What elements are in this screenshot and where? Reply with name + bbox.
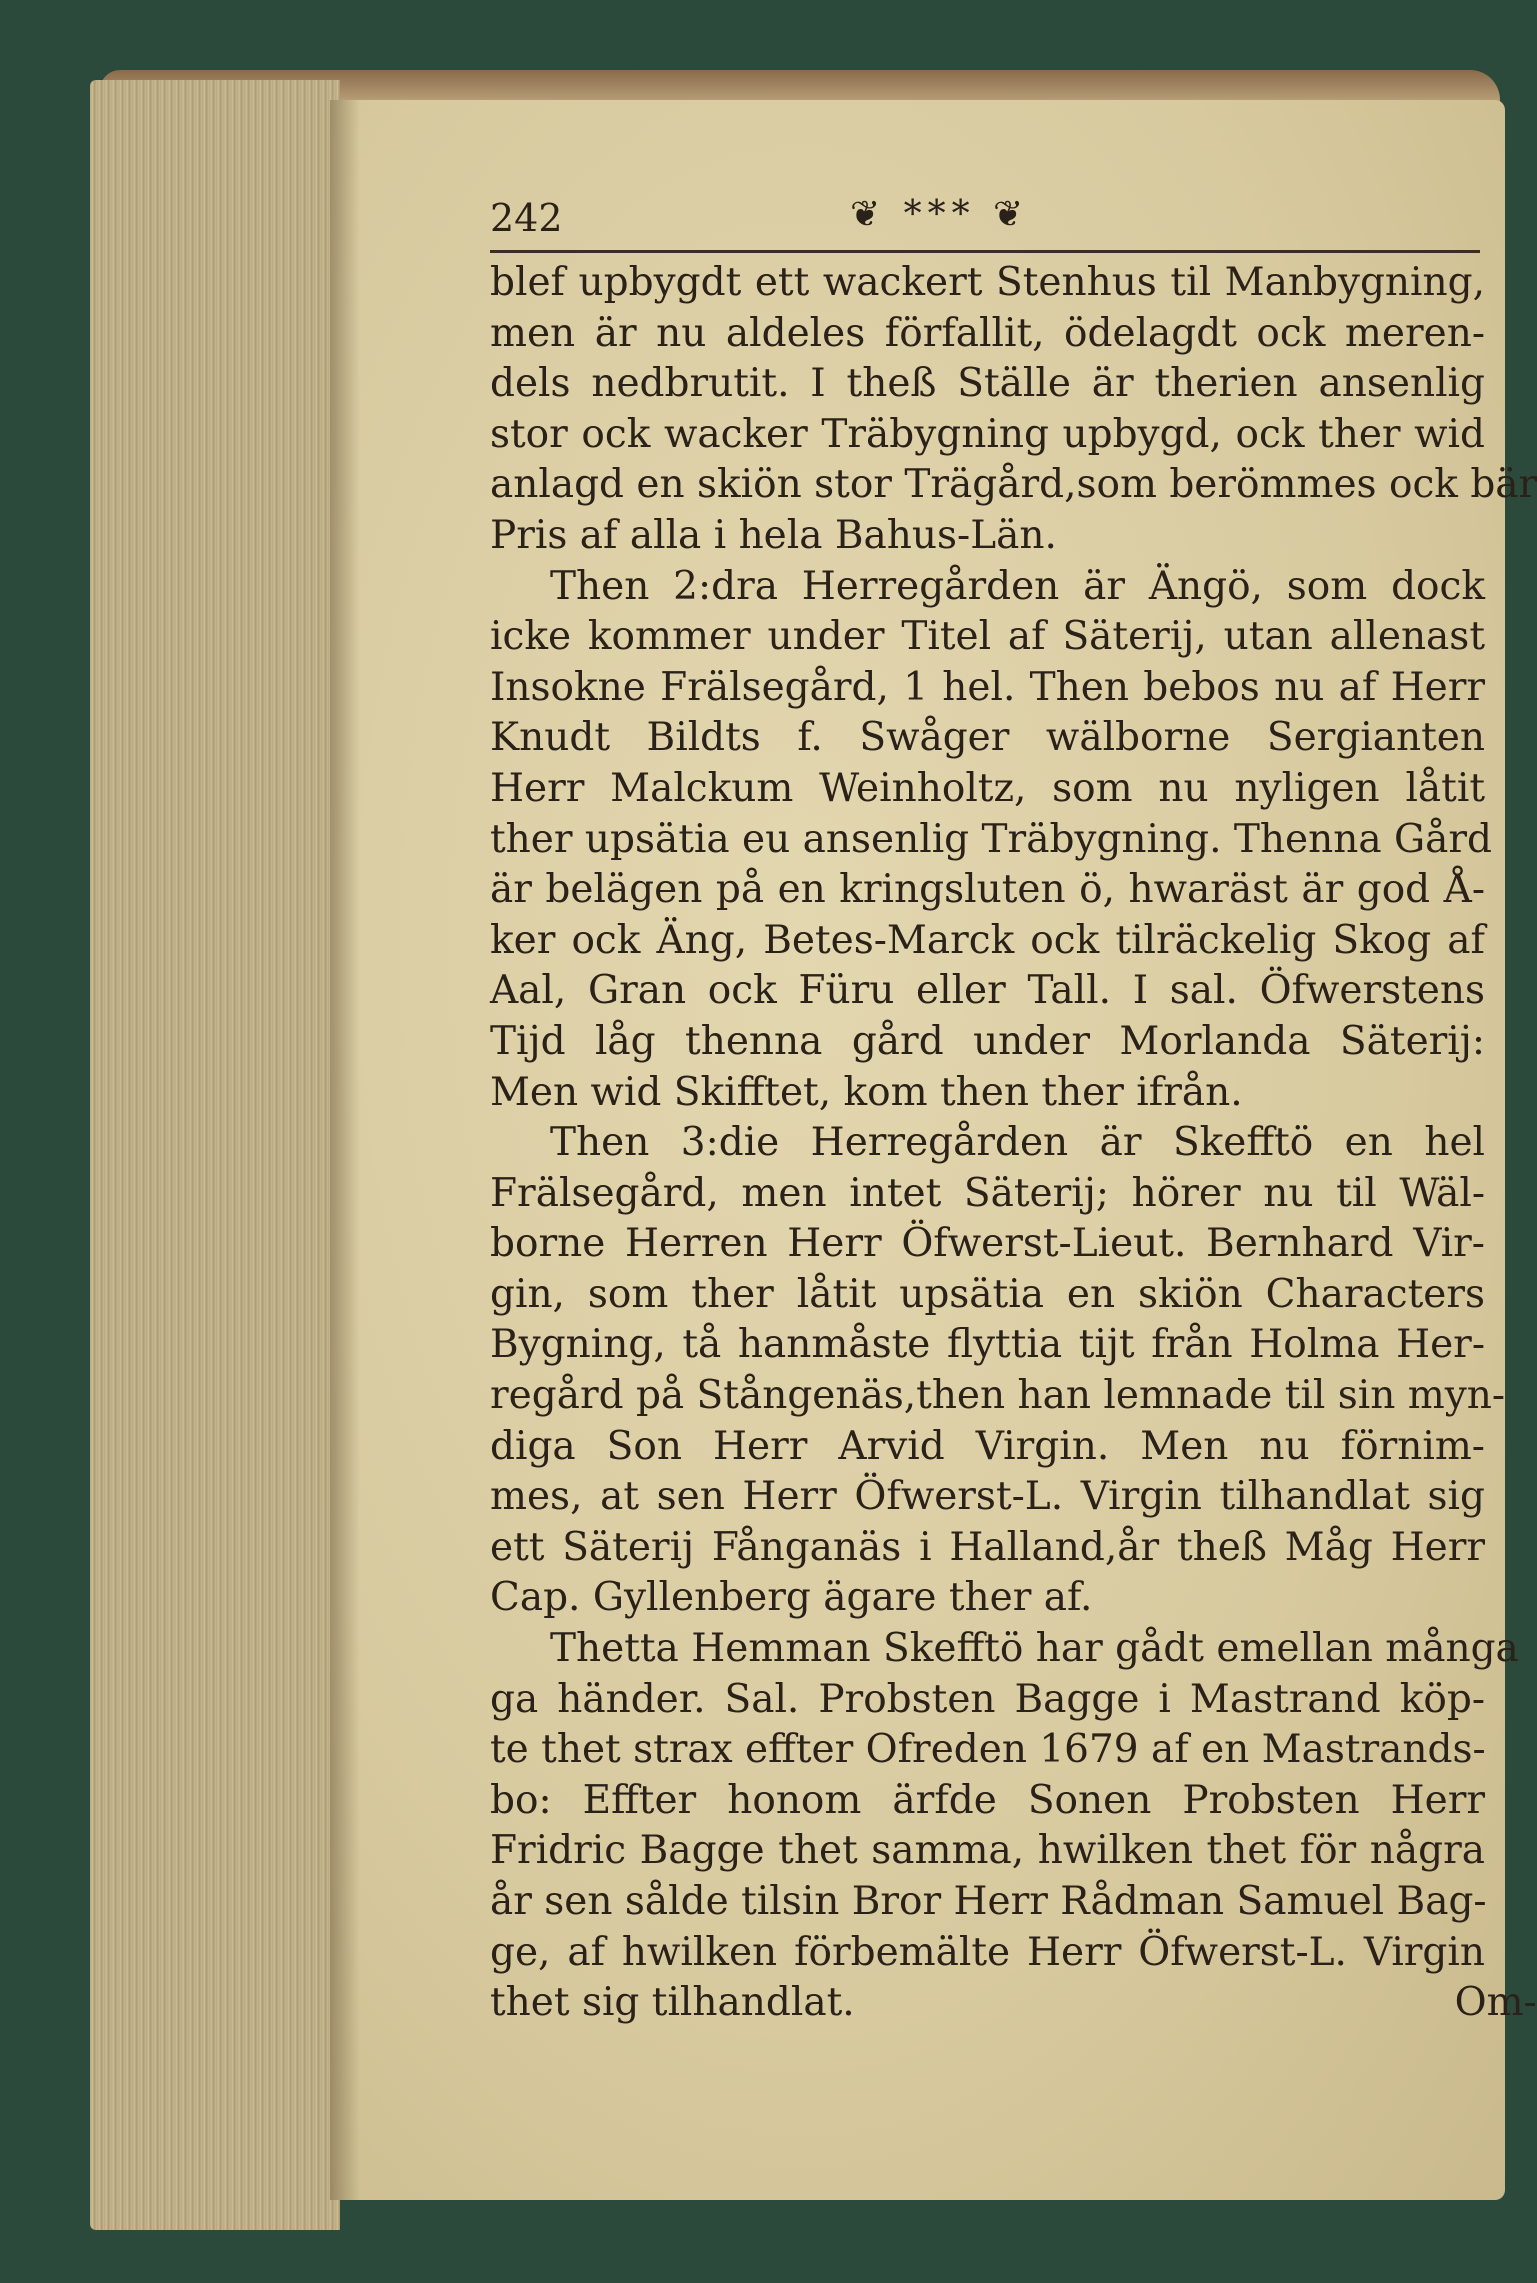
text-line: regård på Stångenäs,then han lemnade til sin myn- xyxy=(490,1373,1506,1419)
text-line: Insokne Frälsegård, 1 hel. Then bebos nu af Herr xyxy=(490,664,1485,710)
text-line: Then 3:die Herregården är Skefftö en hel xyxy=(550,1120,1485,1166)
text-line: Then 2:dra Herregården är Ängö, som dock xyxy=(550,563,1485,609)
text-line: Tijd låg thenna gård under Morlanda Säterij: xyxy=(490,1018,1485,1064)
text-line: diga Son Herr Arvid Virgin. Men nu förnim- xyxy=(490,1423,1485,1469)
text-line: mes, at sen Herr Öfwerst-L. Virgin tilhandlat sig xyxy=(490,1474,1485,1520)
text-line: Bygning, tå hanmåste flyttia tijt från Holma Her- xyxy=(490,1322,1485,1368)
text-line: bo: Effter honom ärfde Sonen Probsten Herr xyxy=(490,1777,1485,1823)
gutter-shadow xyxy=(330,100,360,2200)
text-line: Knudt Bildts f. Swåger wälborne Sergianten xyxy=(490,715,1485,761)
running-header xyxy=(490,190,1480,250)
text-line: Frälsegård, men intet Säterij; hörer nu til Wäl- xyxy=(490,1170,1485,1216)
text-line: Fridric Bagge thet samma, hwilken thet för några xyxy=(490,1828,1485,1874)
text-line: ker ock Äng, Betes-Marck ock tilräckelig Skog af xyxy=(490,917,1485,963)
text-line: Thetta Hemman Skefftö har gådt emellan många xyxy=(550,1626,1519,1672)
text-line: Pris af alla i hela Bahus-Län. xyxy=(490,512,1057,558)
text-line: blef upbygdt ett wackert Stenhus til Manbygning, xyxy=(490,260,1485,305)
header-ornament: ❦ *** ❦ xyxy=(850,194,1030,235)
header-rule xyxy=(490,250,1480,253)
text-line: gin, som ther låtit upsätia en skiön Characters xyxy=(490,1271,1485,1317)
text-line: anlagd en skiön stor Trägård,som berömmes ock bär xyxy=(490,462,1537,508)
text-line: Men wid Skifftet, kom then ther ifrån. xyxy=(490,1069,1243,1115)
last-text-line xyxy=(490,1978,1537,2029)
text-line: Herr Malckum Weinholtz, som nu nyligen låtit xyxy=(490,765,1485,811)
text-line: är belägen på en kringsluten ö, hwaräst är god Å- xyxy=(490,867,1485,913)
text-line: men är nu aldeles förfallit, ödelagdt ock meren- xyxy=(490,310,1485,356)
catchword: Om- xyxy=(1454,1980,1537,2026)
text-line: borne Herren Herr Öfwerst-Lieut. Bernhard Vir- xyxy=(490,1221,1485,1267)
text-line: te thet strax effter Ofreden 1679 af en Mastrands- xyxy=(490,1727,1486,1773)
text-line: thet sig tilhandlat. xyxy=(490,1980,855,2026)
page-edges xyxy=(90,80,340,2230)
text-line: stor ock wacker Träbygning upbygd, ock ther wid xyxy=(490,411,1485,457)
text-line: ett Säterij Fånganäs i Halland,år theß Måg Herr xyxy=(490,1524,1485,1570)
text-line: icke kommer under Titel af Säterij, utan allenast xyxy=(490,614,1485,660)
page-number: 242 xyxy=(490,196,563,240)
text-line: Cap. Gyllenberg ägare ther af. xyxy=(490,1575,1093,1621)
text-line: dels nedbrutit. I theß Ställe är therien ansenlig xyxy=(490,361,1485,407)
text-line: ther upsätia eu ansenlig Träbygning. Thenna Gård xyxy=(490,816,1492,862)
text-line: år sen sålde tilsin Bror Herr Rådman Samuel Bag- xyxy=(490,1879,1487,1924)
text-line: ga händer. Sal. Probsten Bagge i Mastrand köp- xyxy=(490,1676,1485,1722)
text-line: Aal, Gran ock Füru eller Tall. I sal. Öfwerstens xyxy=(490,968,1485,1014)
text-line: ge, af hwilken förbemälte Herr Öfwerst-L. Virgin xyxy=(490,1929,1485,1975)
body-text xyxy=(490,258,1537,2029)
